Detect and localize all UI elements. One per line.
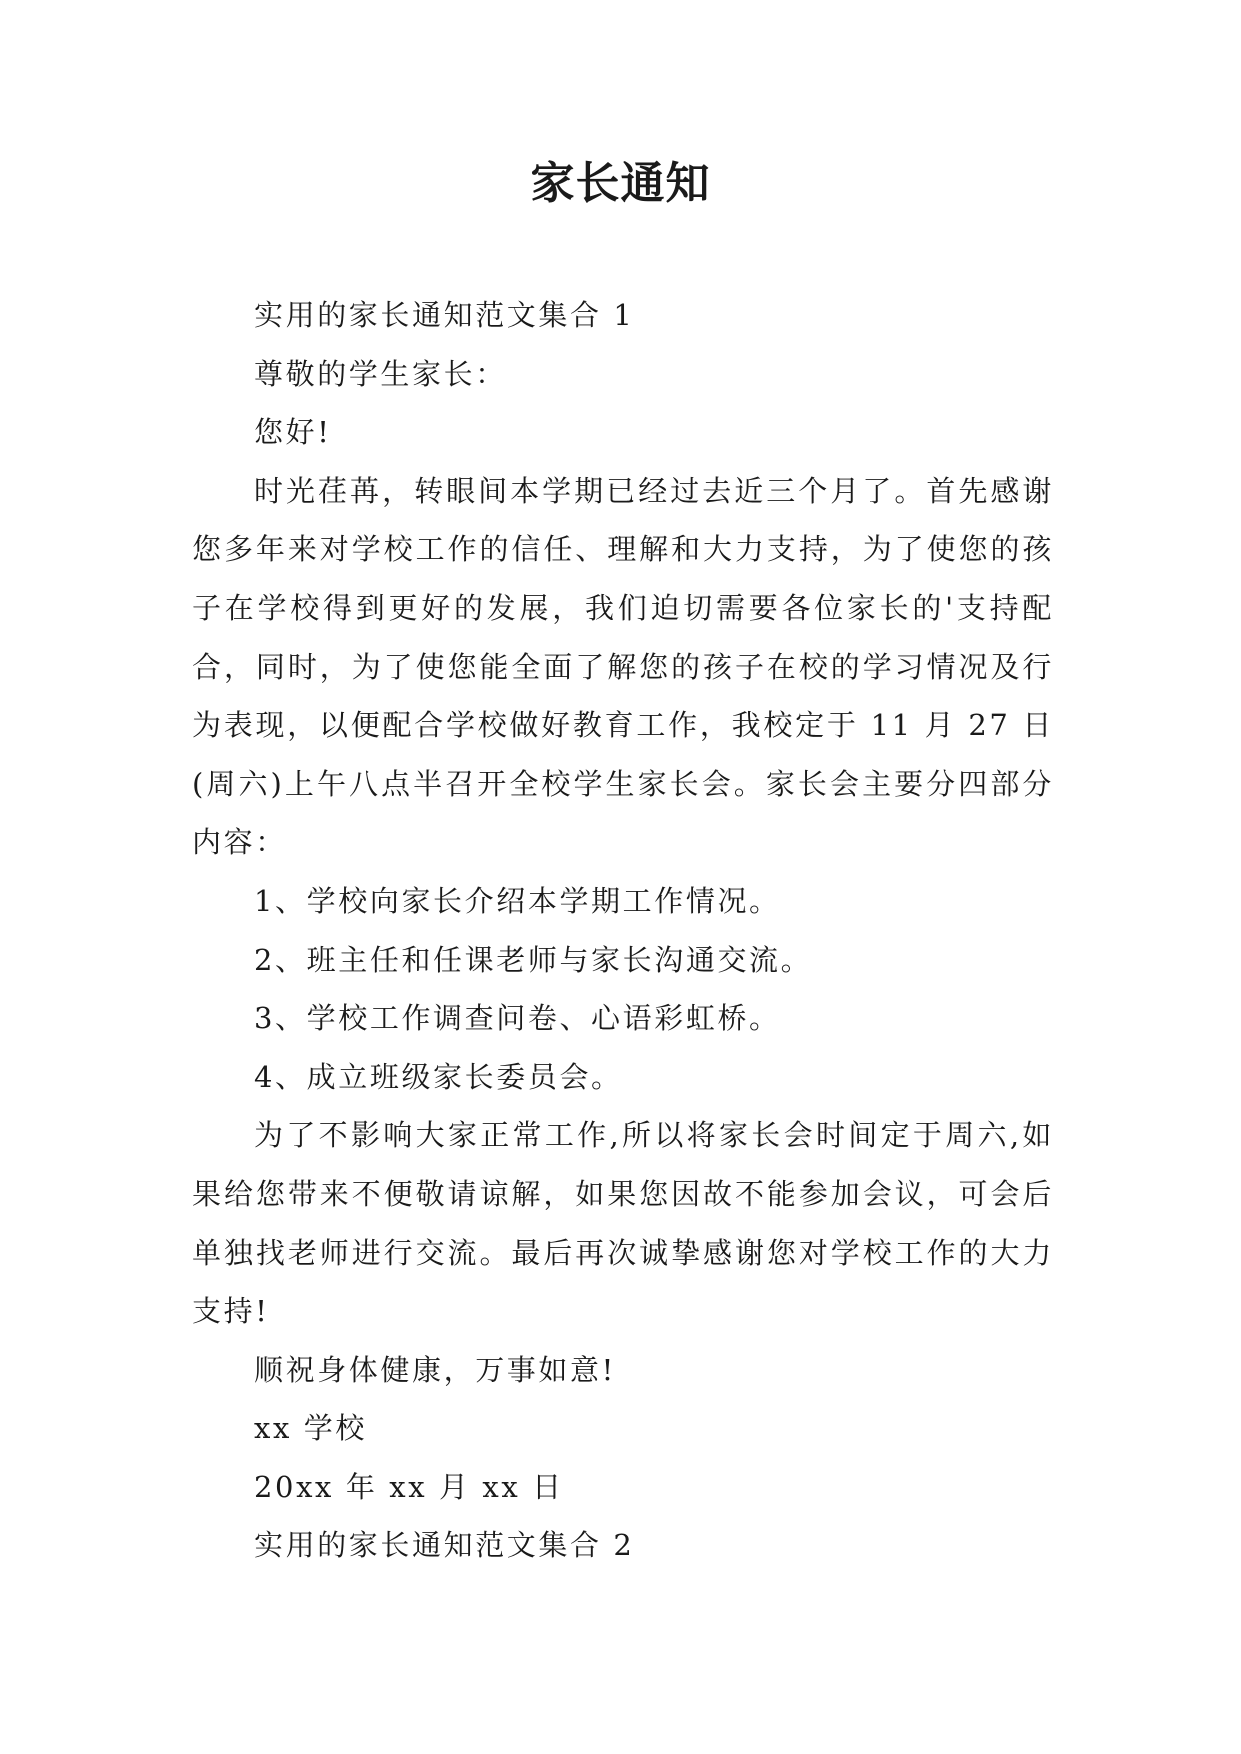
section-heading-1: 实用的家长通知范文集合 1 (254, 298, 635, 332)
body-paragraph-closing: 为了不影响大家正常工作,所以将家长会时间定于周六,如果给您带来不便敬请谅解，如果您因故不能参加会议，可会后单独找老师进行交流。最后再次诚挚感谢您对学校工作的大力支持! (192, 1118, 1054, 1329)
document-title: 家长通知 (530, 158, 711, 209)
section-heading-2: 实用的家长通知范文集合 2 (254, 1528, 635, 1563)
agenda-item-3: 3、学校工作调查问卷、心语彩虹桥。 (254, 1001, 781, 1036)
body-paragraph-intro: 时光荏苒，转眼间本学期已经过去近三个月了。首先感谢您多年来对学校工作的信任、理解和大力支持，为了使您的孩子在学校得到更好的发展，我们迫切需要各位家长的'支持配合，同时，为了使您能全面了解您的孩子在校的学习情况及行为表现，以便配合学校做好教育工作，我校定于 11 月 27 日(周六)上午八点半召开全校学生家长会。家长会主要分四部分内容： (192, 473, 1054, 860)
wishes: 顺祝身体健康，万事如意! (254, 1352, 616, 1387)
greeting: 您好! (254, 415, 332, 450)
document-body (192, 286, 1054, 1575)
agenda-item-4: 4、成立班级家长委员会。 (254, 1059, 623, 1094)
salutation: 尊敬的学生家长： (254, 356, 507, 391)
signature-school: xx 学校 (254, 1411, 367, 1446)
agenda-item-1: 1、学校向家长介绍本学期工作情况。 (254, 883, 781, 918)
signature-date: 20xx 年 xx 月 xx 日 (254, 1469, 564, 1504)
agenda-item-2: 2、班主任和任课老师与家长沟通交流。 (254, 942, 813, 977)
